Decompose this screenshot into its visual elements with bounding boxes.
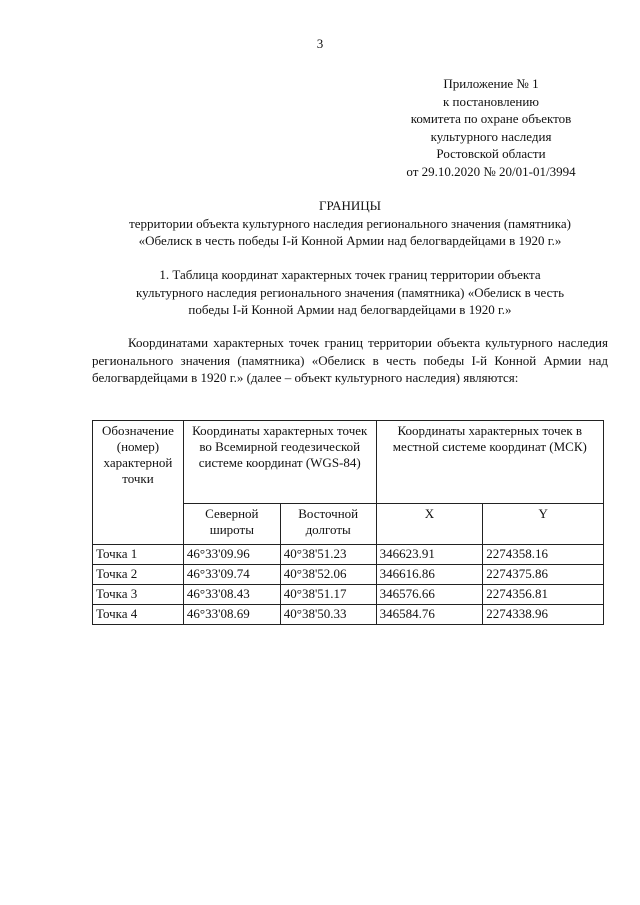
cell-lat: 46°33'09.74 [183, 565, 280, 585]
cell-x: 346616.86 [376, 565, 483, 585]
header-msk: Координаты характерных точек в местной системе координат (МСК) [376, 421, 603, 504]
cell-lon: 40°38'52.06 [280, 565, 376, 585]
title-line: территории объекта культурного наследия регионального значения (памятника) [129, 215, 571, 231]
header-designation: Обозначение (номер) характерной точки [93, 421, 184, 545]
table-title [80, 266, 620, 319]
cell-point: Точка 2 [93, 565, 184, 585]
title-line: «Обелиск в честь победы I-й Конной Армии над белогвардейцами в 1920 г.» [138, 233, 562, 248]
header-north: Северной широты [183, 504, 280, 545]
header-y: Y [483, 504, 604, 545]
cell-x: 346623.91 [376, 545, 483, 565]
cell-y: 2274358.16 [483, 545, 604, 565]
coordinates-table [92, 420, 604, 625]
appendix-line: культурного наследия [430, 128, 552, 144]
cell-point: Точка 1 [93, 545, 184, 565]
cell-lat: 46°33'08.69 [183, 605, 280, 625]
header-x: X [376, 504, 483, 545]
appendix-line: Ростовской области [436, 146, 546, 161]
cell-y: 2274356.81 [483, 585, 604, 605]
title-heading: ГРАНИЦЫ [319, 198, 381, 213]
table-title-line: 1. Таблица координат характерных точек границ территории объекта [159, 267, 541, 282]
cell-lat: 46°33'09.96 [183, 545, 280, 565]
header-east: Восточной долготы [280, 504, 376, 545]
cell-x: 346576.66 [376, 585, 483, 605]
cell-lon: 40°38'50.33 [280, 605, 376, 625]
cell-lon: 40°38'51.23 [280, 545, 376, 565]
header-wgs: Координаты характерных точек во Всемирной геодезической системе координат (WGS-84) [183, 421, 376, 504]
cell-point: Точка 4 [93, 605, 184, 625]
table-title-line: культурного наследия регионального значения (памятника) «Обелиск в честь [135, 284, 565, 300]
document-title [80, 197, 620, 250]
table-row [93, 545, 604, 565]
table-title-line: победы I-й Конной Армии над белогвардейцами в 1920 г.» [188, 302, 512, 317]
cell-lon: 40°38'51.17 [280, 585, 376, 605]
page-number: 3 [316, 36, 324, 51]
table-row [93, 585, 604, 605]
intro-paragraph: Координатами характерных точек границ территории объекта культурного наследия регионального значения (памятника) «Обелиск в честь победы I-й Конной Армии над белогвардейцами в 1920 г.» (далее – объект культурного наследия) являются: [92, 335, 608, 385]
cell-y: 2274375.86 [483, 565, 604, 585]
cell-lat: 46°33'08.43 [183, 585, 280, 605]
appendix-block [360, 75, 622, 180]
appendix-line: к постановлению [442, 93, 540, 109]
table-row [93, 565, 604, 585]
appendix-line: комитета по охране объектов [410, 111, 572, 126]
appendix-line: от 29.10.2020 № 20/01-01/3994 [406, 163, 576, 179]
cell-y: 2274338.96 [483, 605, 604, 625]
table-row [93, 605, 604, 625]
cell-point: Точка 3 [93, 585, 184, 605]
appendix-line: Приложение № 1 [443, 76, 539, 91]
cell-x: 346584.76 [376, 605, 483, 625]
